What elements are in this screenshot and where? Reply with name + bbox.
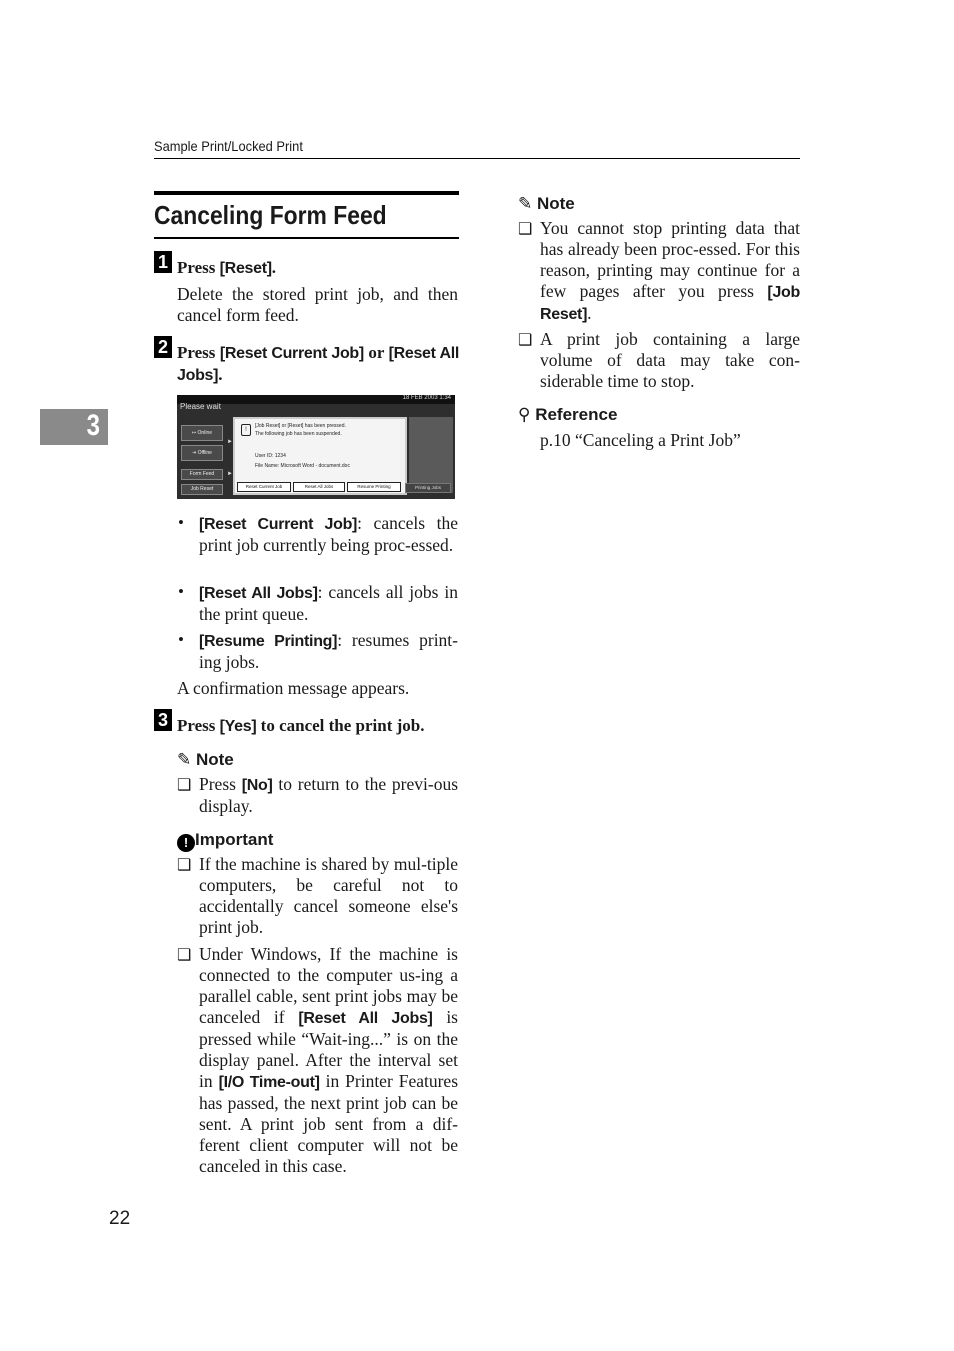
arrow-icon: ► xyxy=(227,471,233,477)
screen-datetime: 18 FEB 2003 1:34 xyxy=(402,395,451,401)
dialog-file-name: File Name: Microsoft Word - document.doc xyxy=(255,463,350,469)
bullet-dot: • xyxy=(178,630,184,649)
note-left-item: Press [No] to return to the previ-ous display. xyxy=(199,774,459,816)
screen-right-panel xyxy=(409,417,453,493)
dialog-user-id: User ID: 1234 xyxy=(255,453,286,459)
important-heading: ! Important xyxy=(177,830,273,852)
reset-dialog xyxy=(233,417,407,495)
step-2-badge: 2 xyxy=(154,336,172,358)
running-header: Sample Print/Locked Print xyxy=(154,138,303,154)
reset-current-job-button[interactable]: Reset Current Job xyxy=(237,482,291,492)
reference-link[interactable]: p.10 “Canceling a Print Job” xyxy=(540,430,741,450)
step-2-instruction: Press [Reset Current Job] or [Reset All Jobs]. xyxy=(177,343,459,384)
important-icon: ! xyxy=(177,834,195,852)
chapter-number: 3 xyxy=(86,409,101,442)
magnifier-icon: ⚲ xyxy=(518,405,531,424)
control-panel-screenshot xyxy=(177,395,455,499)
reset-all-jobs-button[interactable]: Reset All Jobs xyxy=(293,482,345,492)
bullet-reset-all-jobs: [Reset All Jobs]: cancels all jobs in the print queue. xyxy=(199,582,458,624)
checkbox-icon: ❑ xyxy=(177,857,192,874)
dialog-line-1: [Job Reset] or [Reset] has been pressed. xyxy=(255,423,346,429)
reference-heading: ⚲ Reference xyxy=(518,405,618,424)
note-heading-right: ✎ Note xyxy=(518,194,575,213)
confirmation-text: A confirmation message appears. xyxy=(177,678,410,698)
arrow-icon: ► xyxy=(227,439,233,445)
screen-title: Please wait xyxy=(180,402,221,411)
section-title: Canceling Form Feed xyxy=(154,200,387,230)
checkbox-icon: ❑ xyxy=(518,332,533,349)
pencil-icon: ✎ xyxy=(518,194,533,213)
bullet-dot: • xyxy=(178,513,184,532)
step-3-badge: 3 xyxy=(154,709,172,731)
important-item-1: If the machine is shared by mul-tiple computers, be careful not to accidentally cancel someone else's print job. xyxy=(199,854,458,937)
resume-printing-button[interactable]: Resume Printing xyxy=(347,482,401,492)
chapter-tab xyxy=(40,409,108,445)
job-reset-button[interactable]: Job Reset xyxy=(181,484,223,495)
printing-jobs-button[interactable]: Printing Jobs xyxy=(405,483,451,493)
step-3-instruction: Press [Yes] to cancel the print job. xyxy=(177,716,425,735)
page-number: 22 xyxy=(109,1208,131,1229)
step-1-badge: 1 xyxy=(154,251,172,273)
step-1-instruction: Press [Reset]. xyxy=(177,258,277,277)
offline-button[interactable]: ⇥ Offline xyxy=(181,445,223,461)
pencil-icon: ✎ xyxy=(177,750,192,769)
bullet-reset-current-job: [Reset Current Job]: cancels the print job currently being proc-essed. xyxy=(199,513,459,555)
checkbox-icon: ❑ xyxy=(177,777,192,794)
form-feed-button[interactable]: Form Feed xyxy=(181,469,223,480)
checkbox-icon: ❑ xyxy=(518,221,533,238)
online-button[interactable]: ↦ Online xyxy=(181,425,223,441)
bullet-dot: • xyxy=(178,582,184,601)
note-right-item-1: You cannot stop printing data that has already been proc-essed. For this reason, printing may continue for a few pages after you press [Job Reset]. xyxy=(540,218,800,323)
step-1-body: Delete the stored print job, and then cancel form feed. xyxy=(177,284,458,325)
section-rule-bottom xyxy=(154,237,459,239)
note-right-item-2: A print job containing a large volume of data may take con-siderable time to stop. xyxy=(540,329,800,391)
dialog-line-2: The following job has been suspended. xyxy=(255,431,342,437)
header-rule xyxy=(154,158,800,159)
alert-icon: ! xyxy=(241,424,251,436)
bullet-resume-printing: [Resume Printing]: resumes print-ing jobs. xyxy=(199,630,458,672)
note-heading-left: ✎ Note xyxy=(177,750,234,769)
important-item-2: Under Windows, If the machine is connected to the computer us-ing a parallel cable, sent print jobs may be canceled if [Reset All Jobs] is pressed while “Wait-ing...” is on the display panel. After the interval set in [I/O Time-out] in Printer Features has passed, the next print job can be sent. A print job sent from a dif-ferent client computer will not be canceled in this case. xyxy=(199,944,458,1176)
section-rule-top xyxy=(154,191,459,195)
checkbox-icon: ❑ xyxy=(177,947,192,964)
